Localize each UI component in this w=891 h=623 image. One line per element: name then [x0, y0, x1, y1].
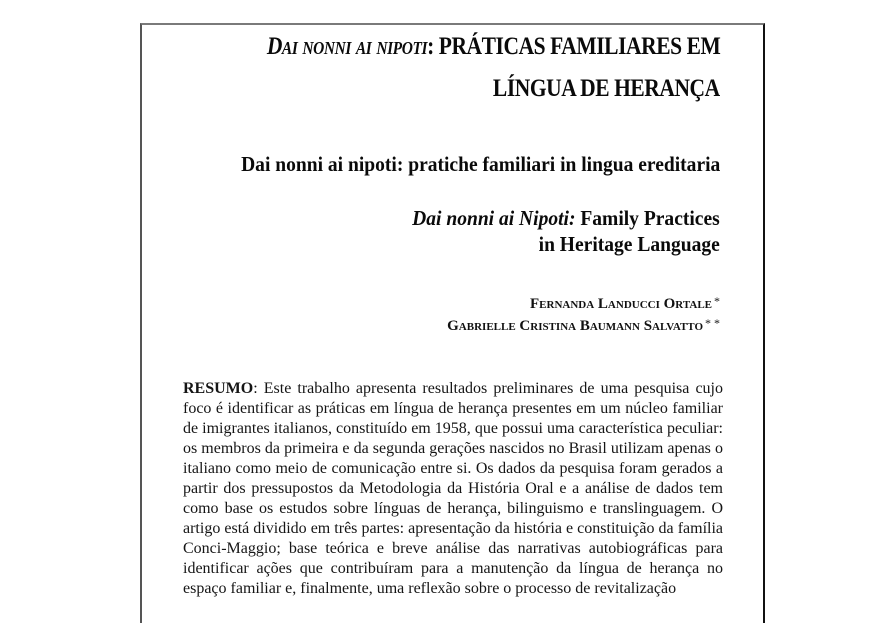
abstract-label: RESUMO	[183, 380, 254, 397]
subtitle-english-line-1-rest: Family Practices	[575, 206, 720, 230]
author-2	[447, 314, 720, 335]
subtitle-italian: Dai nonni ai nipoti: pratiche familiari in lingua ereditaria	[240, 152, 720, 176]
title-line-1	[266, 33, 720, 61]
title-line-2: LÍNGUA DE HERANÇA	[493, 75, 720, 102]
title-italic-part: Dai nonni ai nipoti	[266, 33, 427, 60]
abstract	[183, 379, 723, 599]
subtitle-english-line-2: in Heritage Language	[538, 232, 720, 256]
document-page	[140, 23, 765, 623]
author-1-name: Fernanda Landucci Ortale	[530, 296, 712, 312]
author-2-footnote-mark[interactable]: * *	[705, 316, 720, 330]
abstract-text: : Este trabalho apresenta resultados preliminares de uma pesquisa cujo foco é identificar as práticas em língua de herança presentes em um núcleo familiar de imigrantes italianos, constituído em 1958, que possui uma característica peculiar: os membros da primeira e da segunda gerações nascidos no Brasil utilizam apenas o italiano como meio de comunicação entre si. Os dados da pesquisa foram gerados a partir dos pressupostos da Metodologia da História Oral e a análise de dados tem como base os estudos sobre línguas de herança, bilinguismo e translinguagem. O artigo está dividido em três partes: apresentação da história e constituição da família Conci-Maggio; base teórica e breve análise das narrativas autobiográficas para identificar ações que contribuíram para a manutenção da língua de herança no espaço familiar e, finalmente, uma reflexão sobre o processo de revitalização	[183, 380, 723, 597]
author-2-name: Gabrielle Cristina Baumann Salvatto	[447, 318, 703, 334]
author-1-footnote-mark[interactable]: *	[714, 294, 720, 308]
subtitle-english-italic-part: Dai nonni ai Nipoti:	[412, 206, 576, 230]
subtitle-english-line-1	[412, 205, 720, 231]
title-colon: :	[426, 33, 434, 60]
title-line-1-rest: PRÁTICAS FAMILIARES EM	[433, 33, 720, 60]
author-1	[530, 292, 720, 313]
